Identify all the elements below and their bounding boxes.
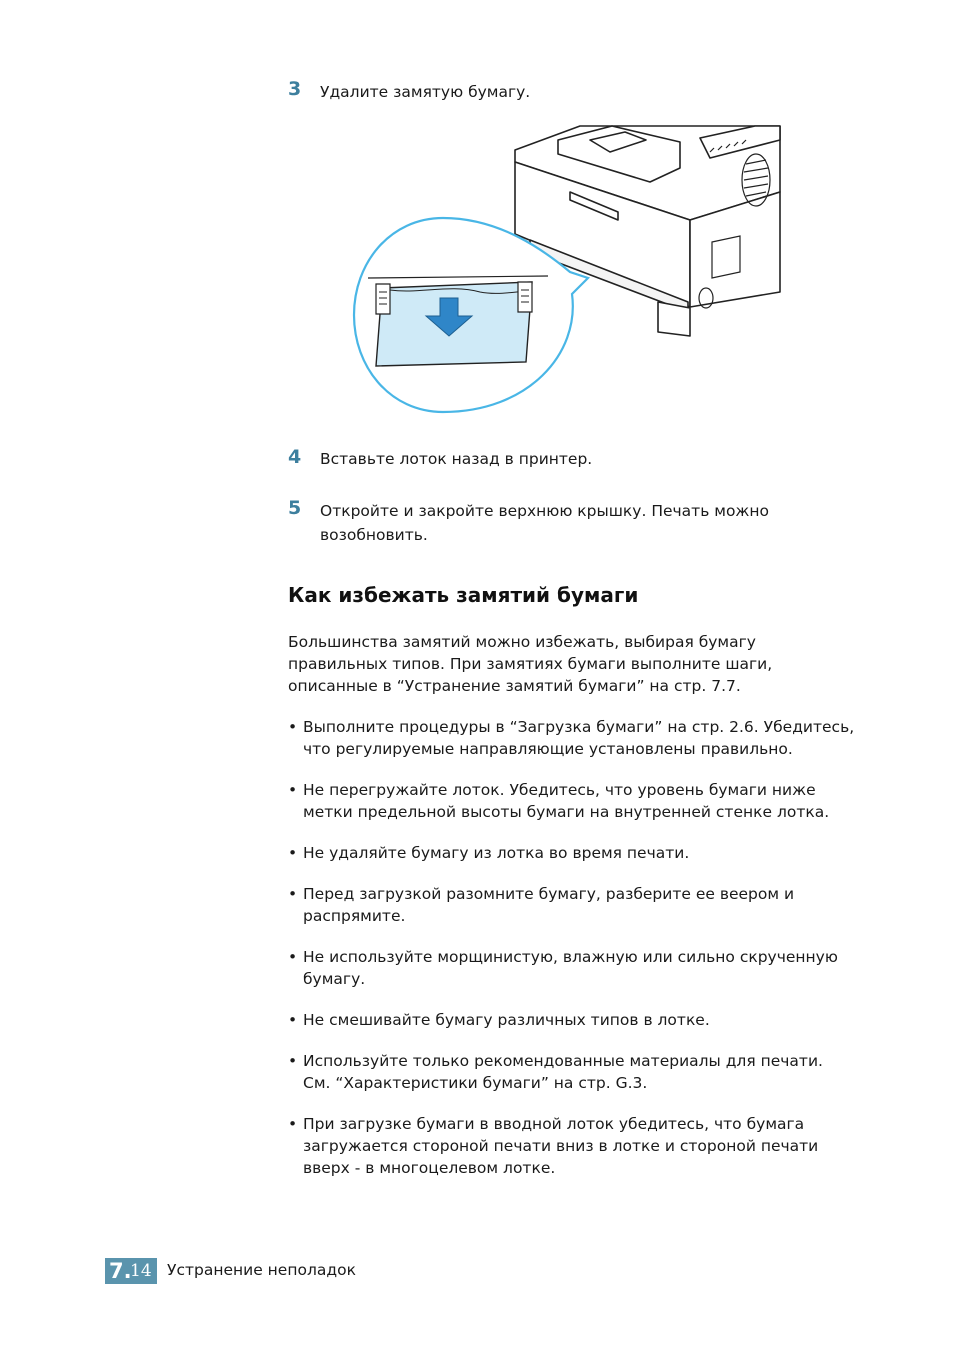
- list-item-line: • Не перегружайте лоток. Убедитесь, что уровень бумаги ниже: [303, 781, 816, 799]
- list-item-line: распрямите.: [303, 907, 406, 925]
- printer-paper-jam-illustration: [350, 122, 790, 418]
- list-item: [288, 883, 868, 927]
- paragraph-line: правильных типов. При замятиях бумаги выполните шаги,: [288, 655, 773, 673]
- list-item: [288, 1050, 868, 1094]
- list-item-line: • При загрузке бумаги в вводной лоток убедитесь, что бумага: [303, 1115, 805, 1133]
- list-item-line: • Выполните процедуры в “Загрузка бумаги” на стр. 2.6. Убедитесь,: [303, 718, 855, 736]
- printer-icon: [350, 122, 790, 418]
- step-number: 3: [288, 78, 302, 100]
- step-number: 4: [288, 446, 302, 468]
- list-item-line: бумагу.: [303, 970, 366, 988]
- chapter-number: 7.: [109, 1259, 132, 1283]
- list-item: [288, 946, 868, 990]
- list-item-line: См. “Характеристики бумаги” на стр. G.3.: [303, 1074, 648, 1092]
- step-text: [320, 499, 769, 547]
- list-item: [288, 779, 868, 823]
- list-item-line: загружается стороной печати вниз в лотке и стороной печати: [303, 1137, 819, 1155]
- list-item-line: • Не удаляйте бумагу из лотка во время печати.: [303, 844, 690, 862]
- list-item-line: метки предельной высоты бумаги на внутренней стенке лотка.: [303, 803, 830, 821]
- step-text-line: Откройте и закройте верхнюю крышку. Печать можно: [320, 502, 770, 520]
- step-text-line: возобновить.: [320, 526, 428, 544]
- section-heading: Как избежать замятий бумаги: [288, 583, 639, 607]
- list-item-line: • Не используйте морщинистую, влажную или сильно скрученную: [303, 948, 838, 966]
- list-item-line: • Не смешивайте бумагу различных типов в лотке.: [303, 1011, 710, 1029]
- list-item-line: вверх - в многоцелевом лотке.: [303, 1159, 556, 1177]
- page-number-badge: [105, 1258, 157, 1284]
- list-item-line: что регулируемые направляющие установлены правильно.: [303, 740, 793, 758]
- tips-list: [288, 716, 868, 1198]
- list-item-line: • Перед загрузкой разомните бумагу, разберите ее веером и: [303, 885, 795, 903]
- page-number: 14: [130, 1261, 152, 1281]
- step-number: 5: [288, 497, 302, 519]
- intro-paragraph: [288, 631, 848, 697]
- list-item: [288, 716, 868, 760]
- list-item: [288, 1113, 868, 1179]
- paragraph-line: Большинства замятий можно избежать, выбирая бумагу: [288, 633, 756, 651]
- paragraph-line: описанные в “Устранение замятий бумаги” на стр. 7.7.: [288, 677, 741, 695]
- list-item-line: • Используйте только рекомендованные материалы для печати.: [303, 1052, 823, 1070]
- step-text: Вставьте лоток назад в принтер.: [320, 450, 593, 468]
- chapter-title: Устранение неполадок: [167, 1261, 356, 1279]
- list-item: [288, 842, 868, 864]
- step-text: Удалите замятую бумагу.: [320, 83, 531, 101]
- list-item: [288, 1009, 868, 1031]
